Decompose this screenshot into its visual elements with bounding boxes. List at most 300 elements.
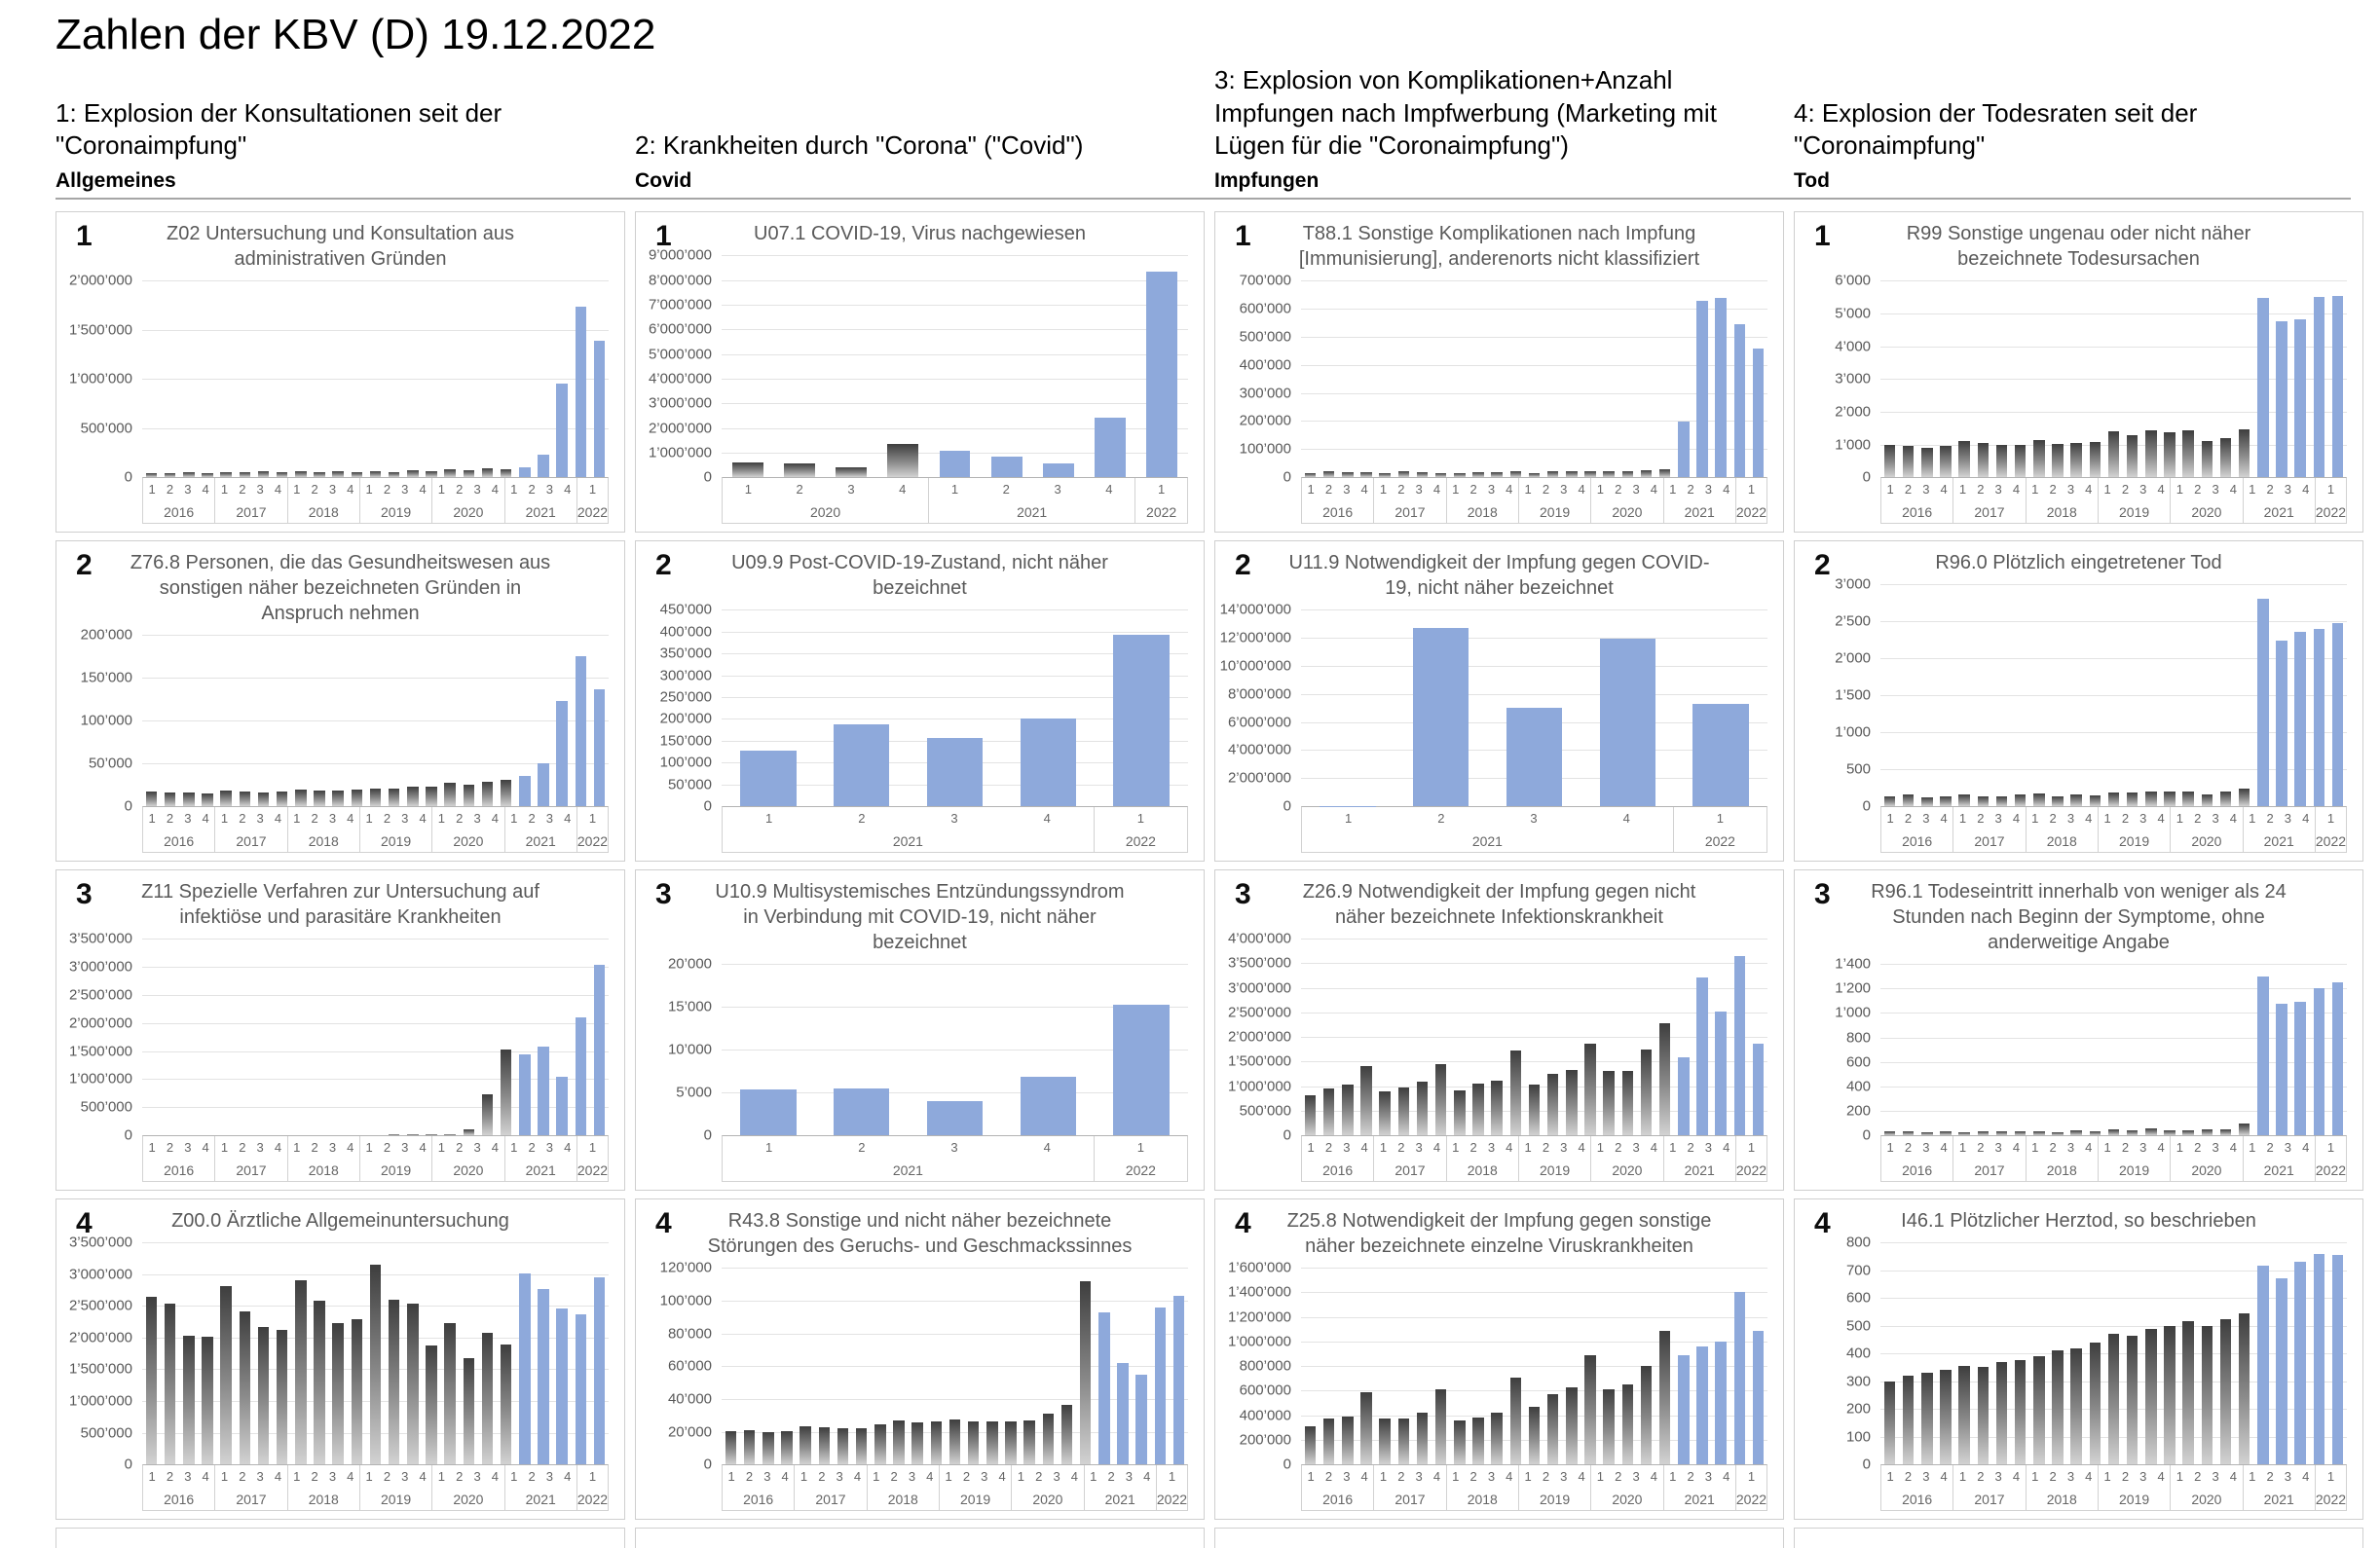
y-axis-label: 20’000 [668, 1423, 712, 1440]
x-year-label: 2016 [1302, 1159, 1373, 1181]
bar [1417, 472, 1428, 477]
y-axis-label: 1’200 [1835, 980, 1871, 997]
x-quarter-label: 4 [1501, 1140, 1518, 1155]
panel-number: 1 [655, 220, 672, 253]
y-axis-label: 800 [1846, 1029, 1871, 1046]
y-axis-label: 3’000’000 [649, 395, 712, 412]
bar-slot [1376, 280, 1395, 477]
panel-number: 4 [1235, 1207, 1251, 1240]
chart-panel-tod-3 [1794, 869, 2363, 1191]
x-year-label: 2022 [1157, 1488, 1187, 1510]
bar-slot [825, 255, 876, 477]
bar-slot [366, 1242, 385, 1464]
x-axis-group-2020 [432, 1136, 504, 1181]
bar [887, 444, 918, 477]
bar [2314, 988, 2324, 1135]
chart-body [1215, 604, 1783, 853]
x-quarter-label: 2 [234, 482, 251, 497]
y-axis [56, 635, 142, 806]
x-year-label: 2019 [360, 829, 431, 852]
bar-group-2016 [1880, 584, 1955, 806]
plot-area [1880, 280, 2347, 477]
y-axis-label: 400’000 [660, 623, 712, 640]
bar-slot [254, 939, 273, 1135]
quarter-labels [577, 478, 608, 500]
x-quarter-label: 2 [2261, 1140, 2279, 1155]
bar [332, 791, 343, 806]
bar [1113, 1005, 1169, 1136]
bar-group-2022 [1136, 255, 1188, 477]
bar-group-2022 [590, 280, 609, 477]
y-axis-label: 15’000 [668, 999, 712, 1015]
bar [2070, 1348, 2081, 1465]
bar-slot [2198, 1242, 2216, 1464]
y-axis-label: 0 [1863, 1456, 1871, 1473]
bars-layer [1301, 1268, 1767, 1464]
bar-slot [553, 1242, 572, 1464]
chart-panel-allgemeines-4 [56, 1198, 625, 1520]
bar-slot [722, 1268, 740, 1464]
bar-slot [2029, 964, 2048, 1135]
x-axis-group-2019 [2099, 807, 2171, 852]
chart-title: I46.1 Plötzlicher Herztod, so beschrieben [1865, 1208, 2292, 1234]
bar [2145, 1329, 2156, 1465]
bar [1566, 471, 1577, 477]
chart-body [1215, 1262, 1783, 1511]
x-quarter-label: 2 [1682, 1140, 1699, 1155]
quarter-labels [215, 1136, 286, 1159]
bar-slot [2067, 1242, 2086, 1464]
bar [2033, 1356, 2044, 1464]
y-axis-label: 250’000 [660, 688, 712, 705]
bar [352, 472, 362, 477]
bar-slot [590, 635, 609, 806]
x-year-label: 2022 [1095, 829, 1187, 852]
bar [1323, 471, 1334, 477]
bar [2220, 1319, 2231, 1465]
quarter-labels [2099, 1465, 2170, 1488]
bar-slot [1637, 280, 1655, 477]
bar-slot [1730, 1268, 1749, 1464]
x-year-label: 2020 [2171, 1488, 2242, 1510]
x-axis-group-2016 [1302, 1465, 1374, 1510]
x-quarter-label: 1 [288, 1469, 306, 1484]
bar-slot [2086, 584, 2104, 806]
x-quarter-label: 3 [2135, 1469, 2152, 1484]
x-quarter-label: 4 [559, 1469, 576, 1484]
x-quarter-label: 4 [1718, 1140, 1735, 1155]
x-quarter-label: 3 [468, 811, 486, 826]
chart-panel-impfungen-4 [1214, 1198, 1784, 1520]
bar [1360, 472, 1371, 477]
x-axis-group-2018 [288, 1136, 360, 1181]
x-quarter-label: 1 [1302, 482, 1320, 497]
x-quarter-label: 4 [2224, 1140, 2242, 1155]
bar-slot [534, 635, 552, 806]
x-quarter-label: 4 [1001, 1140, 1094, 1155]
bar [576, 1314, 586, 1464]
bar-slot [2179, 1242, 2198, 1464]
x-year-label: 2021 [505, 1488, 576, 1510]
bar-slot [590, 280, 609, 477]
bar [1715, 1012, 1726, 1135]
bar-slot [329, 635, 348, 806]
bar-slot [1955, 1242, 1974, 1464]
x-quarter-label: 3 [179, 811, 197, 826]
bar [1454, 473, 1465, 477]
y-axis-label: 2’000 [1835, 650, 1871, 667]
x-quarter-label: 1 [215, 1140, 233, 1155]
bar [332, 1135, 343, 1136]
bar-slot [1899, 964, 1917, 1135]
y-axis [1795, 964, 1880, 1135]
quarter-labels [940, 1465, 1011, 1488]
bar [2164, 792, 2175, 807]
x-quarter-label: 2 [1465, 1469, 1482, 1484]
bar [556, 1308, 567, 1464]
bar-slot [909, 964, 1002, 1135]
x-quarter-label: 1 [1953, 811, 1971, 826]
x-quarter-label: 4 [269, 1469, 286, 1484]
bar-slot [236, 635, 254, 806]
bar [1529, 473, 1540, 477]
y-axis-label: 8’000’000 [649, 272, 712, 288]
x-year-label: 2022 [2316, 1488, 2346, 1510]
x-axis-group-2020 [1591, 478, 1663, 523]
bar-group-2017 [217, 939, 292, 1135]
x-year-label: 2022 [577, 1159, 608, 1181]
x-quarter-label: 4 [1573, 1140, 1590, 1155]
y-axis-label: 500 [1846, 1317, 1871, 1334]
bar [1305, 1426, 1316, 1464]
quarter-labels [288, 1136, 359, 1159]
y-axis-label: 1’500’000 [69, 321, 132, 338]
bar [1921, 797, 1932, 806]
bar [2127, 1130, 2138, 1136]
quarter-labels [1736, 1465, 1766, 1488]
bar [314, 1135, 324, 1136]
y-axis-label: 100’000 [81, 713, 132, 729]
y-axis-label: 600 [1846, 1053, 1871, 1070]
bar [1659, 1023, 1670, 1135]
plot-area [722, 1268, 1188, 1464]
bar-slot [2253, 964, 2272, 1135]
bar [1996, 796, 2007, 806]
quarter-labels [1664, 478, 1735, 500]
chart-title: T88.1 Sonstige Komplikationen nach Impfung [Immunisierung], anderenorts nicht klassifiziert [1285, 221, 1713, 272]
x-quarter-label: 1 [2027, 1140, 2044, 1155]
x-axis [1880, 1464, 2347, 1511]
x-quarter-label: 3 [2135, 1140, 2152, 1155]
x-quarter-label: 2 [1465, 1140, 1482, 1155]
x-quarter-label: 2 [1899, 482, 1916, 497]
bar-slot [1543, 280, 1562, 477]
y-axis [636, 964, 722, 1135]
x-quarter-label: 4 [486, 482, 503, 497]
bar-group-2022 [2328, 1242, 2347, 1464]
x-axis-group-2020 [1591, 1465, 1663, 1510]
x-axis-group-2016 [1881, 1136, 1953, 1181]
bars-layer [1301, 609, 1767, 806]
bar [389, 472, 399, 478]
bar [519, 1273, 530, 1464]
bar-slot [1974, 964, 1992, 1135]
quarter-labels [1447, 1136, 1518, 1159]
quarter-labels [1519, 1465, 1590, 1488]
x-quarter-label: 2 [2261, 1469, 2279, 1484]
y-axis-label: 1’200’000 [1228, 1308, 1291, 1325]
bar [2294, 1002, 2305, 1135]
y-axis-label: 2’000’000 [1228, 1029, 1291, 1046]
subtitle-tod: 4: Explosion der Todesraten seit der "Coronaimpfung" [1794, 97, 2363, 163]
quarter-labels [2027, 1136, 2098, 1159]
column-subtitles [56, 64, 2351, 162]
x-quarter-label: 1 [577, 811, 608, 826]
quarter-labels [505, 1465, 576, 1488]
y-axis-label: 200 [1846, 1103, 1871, 1120]
y-axis-label: 200’000 [81, 627, 132, 644]
x-quarter-label: 3 [540, 1469, 558, 1484]
bar-slot [254, 280, 273, 477]
plot-area [142, 939, 609, 1135]
x-year-label: 2017 [1953, 829, 2025, 852]
plot-area [142, 635, 609, 806]
bar-slot [1955, 280, 1974, 477]
bar [2164, 432, 2175, 477]
bar-slot [161, 280, 179, 477]
x-year-label: 2021 [1302, 829, 1673, 852]
bar [426, 1134, 436, 1135]
bar-slot [142, 280, 161, 477]
y-axis-label: 3’500’000 [69, 1235, 132, 1251]
x-quarter-label: 2 [774, 482, 826, 497]
x-year-label: 2016 [1302, 1488, 1373, 1510]
bar [146, 792, 157, 806]
bar-slot [198, 1242, 216, 1464]
bar-group-2022 [2328, 584, 2347, 806]
x-quarter-label: 3 [1917, 1469, 1935, 1484]
bar [519, 467, 530, 477]
x-quarter-label: 1 [1519, 1469, 1537, 1484]
quarter-labels [1591, 1465, 1662, 1488]
y-axis-label: 600’000 [1240, 1382, 1291, 1399]
x-quarter-label: 3 [2062, 1469, 2079, 1484]
y-axis-label: 500’000 [1240, 328, 1291, 345]
bar [464, 785, 474, 806]
chart-panel-impfungen-2 [1214, 540, 1784, 862]
x-axis-group-2021 [1302, 807, 1674, 852]
bar-group-2016 [1880, 280, 1955, 477]
x-quarter-label: 2 [306, 811, 323, 826]
x-year-label: 2022 [1736, 1159, 1766, 1181]
x-quarter-label: 3 [2062, 482, 2079, 497]
y-axis-label: 2’500’000 [1228, 1004, 1291, 1020]
bar-slot [236, 1242, 254, 1464]
y-axis-label: 2’000’000 [649, 420, 712, 436]
bar [2052, 796, 2063, 807]
x-quarter-label: 1 [1095, 1140, 1187, 1155]
subtitle-covid: 2: Krankheiten durch "Corona" ("Covid") [635, 129, 1205, 162]
bar-group-2016 [1880, 1242, 1955, 1464]
bar [1600, 639, 1655, 806]
x-quarter-label: 2 [306, 482, 323, 497]
bar [1584, 1355, 1595, 1464]
bar [2052, 1350, 2063, 1464]
x-quarter-label: 3 [1699, 482, 1717, 497]
x-quarter-label: 1 [1953, 1469, 1971, 1484]
bar [1584, 471, 1595, 477]
bar-slot [1692, 280, 1711, 477]
x-axis-group-2021 [505, 1136, 577, 1181]
x-quarter-label: 2 [2189, 811, 2207, 826]
bar [1903, 794, 1914, 806]
quarter-labels [1095, 807, 1187, 829]
x-axis-group-2017 [1953, 807, 2026, 852]
bar-slot [2067, 584, 2086, 806]
x-quarter-label: 1 [940, 1469, 957, 1484]
y-axis-label: 150’000 [660, 732, 712, 749]
panel-number: 4 [76, 1207, 93, 1240]
y-axis-label: 50’000 [668, 776, 712, 792]
bar-slot [2048, 280, 2066, 477]
y-axis-label: 3’000 [1835, 576, 1871, 593]
bar-slot [1506, 1268, 1525, 1464]
x-year-label: 2019 [2099, 500, 2170, 523]
x-axis-group-2018 [2027, 807, 2099, 852]
bar-slot [834, 1268, 852, 1464]
bar [444, 469, 455, 477]
bar [594, 965, 605, 1135]
bar-slot [1376, 939, 1395, 1135]
bar [836, 467, 867, 478]
bar-slot [460, 1242, 478, 1464]
y-axis [1215, 280, 1301, 477]
x-quarter-label: 1 [577, 1140, 608, 1155]
x-quarter-label: 2 [451, 811, 468, 826]
bar-slot [2179, 964, 2198, 1135]
x-axis-group-2018 [2027, 478, 2099, 523]
x-quarter-label: 1 [1881, 482, 1899, 497]
bar [1603, 1071, 1614, 1135]
bar-group-2018 [1450, 1268, 1525, 1464]
x-quarter-label: 2 [815, 811, 908, 826]
x-quarter-label: 1 [288, 811, 306, 826]
bar [2332, 1255, 2343, 1464]
bar [1061, 1405, 1072, 1464]
x-quarter-label: 2 [378, 1469, 395, 1484]
x-quarter-label: 1 [1591, 482, 1609, 497]
x-quarter-label: 1 [1447, 1140, 1465, 1155]
bar [1491, 472, 1502, 477]
x-quarter-label: 2 [1465, 482, 1482, 497]
bar-group-2022 [1674, 609, 1767, 806]
bar-group-2021 [929, 255, 1136, 477]
x-axis-group-2017 [1374, 1465, 1446, 1510]
bar-slot [1001, 964, 1095, 1135]
x-quarter-label: 1 [1881, 1469, 1899, 1484]
x-quarter-label: 4 [414, 811, 431, 826]
bar-group-2017 [1955, 584, 2030, 806]
bar [1417, 1413, 1428, 1465]
bar [781, 1431, 792, 1465]
chart-title: Z25.8 Notwendigkeit der Impfung gegen sonstige näher bezeichnete einzelne Viruskrankheiten [1285, 1208, 1713, 1259]
quarter-labels [215, 1465, 286, 1488]
x-quarter-label: 1 [360, 811, 378, 826]
y-axis-label: 2’000’000 [69, 273, 132, 289]
x-year-label: 2017 [215, 1488, 286, 1510]
x-quarter-label: 1 [723, 482, 774, 497]
x-year-label: 2017 [215, 500, 286, 523]
x-quarter-label: 1 [1881, 811, 1899, 826]
bar [277, 1330, 287, 1464]
x-quarter-label: 3 [1990, 1469, 2007, 1484]
x-quarter-label: 1 [360, 482, 378, 497]
bar [2276, 1278, 2287, 1464]
bar-group-2019 [946, 1268, 1021, 1464]
bar-slot [1095, 1268, 1113, 1464]
bar-group-2017 [1955, 964, 2030, 1135]
plot-area [722, 255, 1188, 477]
x-quarter-label: 3 [903, 1469, 920, 1484]
bar-group-2016 [142, 635, 217, 806]
bar-slot [460, 635, 478, 806]
x-quarter-label: 3 [540, 482, 558, 497]
x-quarter-label: 1 [360, 1469, 378, 1484]
bar-slot [310, 635, 328, 806]
quarter-labels [1736, 478, 1766, 500]
x-quarter-label: 2 [306, 1469, 323, 1484]
bar-group-2017 [1376, 939, 1451, 1135]
quarter-labels [432, 807, 503, 829]
x-axis-group-2020 [1012, 1465, 1084, 1510]
x-quarter-label: 1 [143, 1469, 161, 1484]
bar [1921, 448, 1932, 477]
chart-body [1795, 275, 2362, 524]
x-quarter-label: 4 [2080, 811, 2098, 826]
bar [2239, 789, 2250, 807]
bar-group-2018 [291, 939, 366, 1135]
x-quarter-label: 3 [1627, 482, 1645, 497]
x-axis-group-2020 [723, 478, 929, 523]
x-year-label: 2020 [432, 500, 503, 523]
bars-layer [142, 280, 609, 477]
bar-slot [441, 280, 460, 477]
y-axis-label: 1’000’000 [69, 371, 132, 387]
plot-area [1301, 1268, 1767, 1464]
x-quarter-label: 4 [1428, 1140, 1445, 1155]
bar-slot [1637, 1268, 1655, 1464]
bar-slot [909, 1268, 927, 1464]
x-quarter-label: 1 [2171, 1140, 2188, 1155]
x-quarter-label: 2 [451, 1140, 468, 1155]
x-axis-group-2021 [2244, 807, 2316, 852]
x-year-label: 2022 [2316, 1159, 2346, 1181]
bar [1996, 1362, 2007, 1464]
bar [464, 1129, 474, 1135]
bar-slot [385, 1242, 403, 1464]
bar-slot [2198, 584, 2216, 806]
x-axis-group-2020 [2171, 1136, 2243, 1181]
x-quarter-label: 3 [1410, 482, 1428, 497]
x-quarter-label: 3 [2207, 811, 2224, 826]
bar-group-2018 [2029, 280, 2104, 477]
bar [991, 457, 1023, 477]
x-year-label: 2021 [2244, 829, 2315, 852]
x-axis-group-2020 [2171, 807, 2243, 852]
x-axis-group-2019 [2099, 1136, 2171, 1181]
bar [1342, 472, 1353, 477]
x-quarter-label: 2 [161, 811, 178, 826]
